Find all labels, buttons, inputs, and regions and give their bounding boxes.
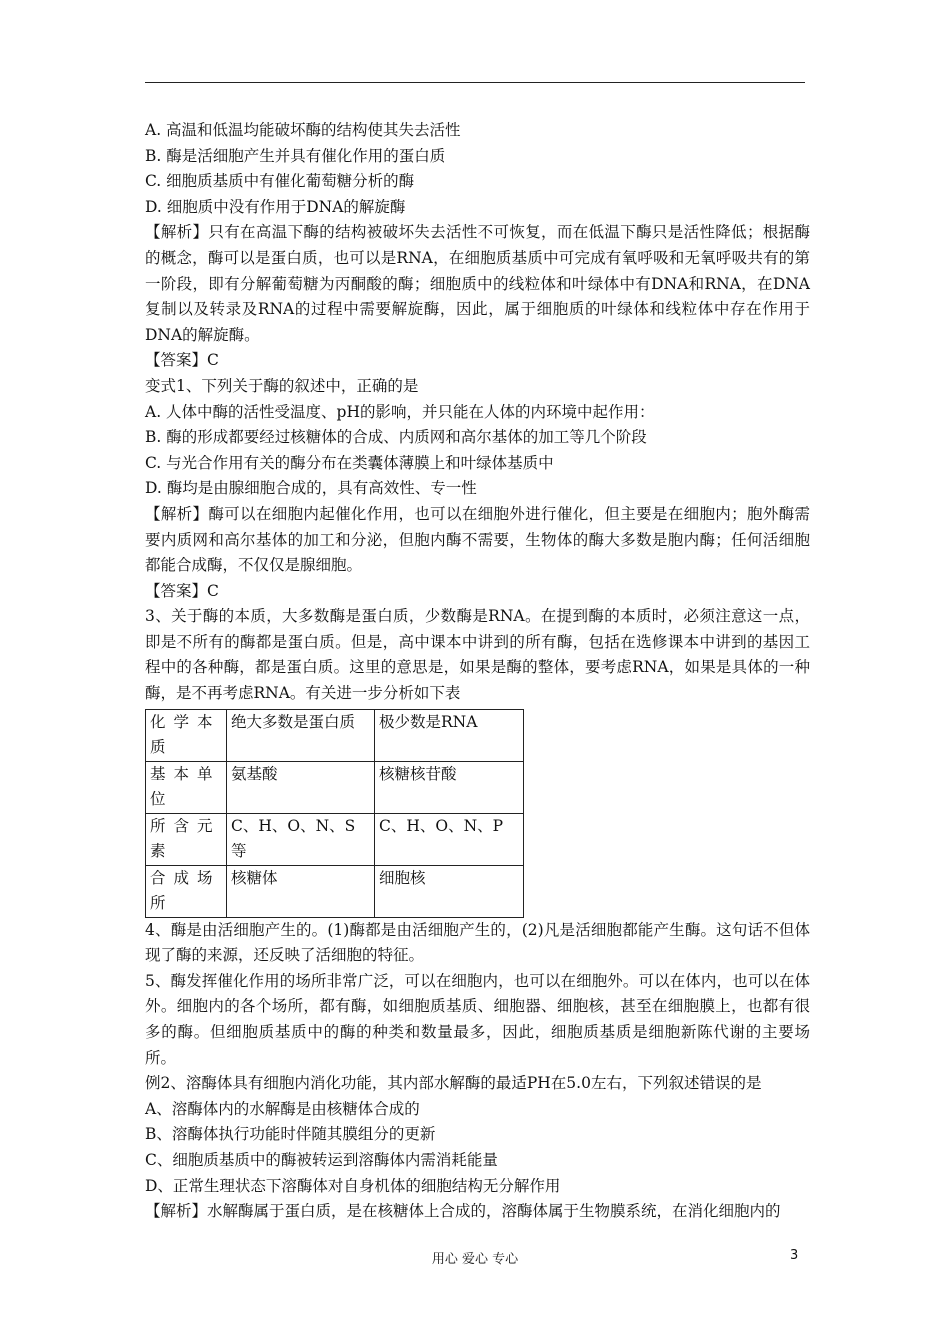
variant-question: 变式1、下列关于酶的叙述中，正确的是 <box>145 376 419 395</box>
option-c: C. 细胞质基质中有催化葡萄糖分析的酶 <box>145 172 415 191</box>
section-3-paragraph: 3、关于酶的本质，大多数酶是蛋白质，少数酶是RNA。在提到酶的本质时，必须注意这一点，即是不所有的酶都是蛋白质。但是，高中课本中讲到的所有酶，包括在选修课本中讲到的基因工程中的各种酶，都是蛋白质。这里的意思是，如果是酶的整体，要考虑RNA，如果是具体的一种酶，是不再考虑RNA。有关进一步分析如下表 <box>145 607 810 703</box>
table-cell: C、H、O、N、S等 <box>227 813 375 865</box>
variant-analysis: 【解析】酶可以在细胞内起催化作用，也可以在细胞外进行催化，但主要是在细胞内；胞外酶需要内质网和高尔基体的加工和分泌，但胞内酶不需要，生物体的酶大多数是胞内酶；任何活细胞都能合成酶，不仅仅是腺细胞。 <box>145 504 810 575</box>
table-row <box>146 813 524 865</box>
table-row <box>146 865 524 917</box>
variant-option-d: D. 酶均是由腺细胞合成的，具有高效性、专一性 <box>145 479 477 498</box>
section-5-paragraph: 5、酶发挥催化作用的场所非常广泛，可以在细胞内，也可以在细胞外。可以在体内，也可以在体外。细胞内的各个场所，都有酶，如细胞质基质、细胞器、细胞核，甚至在细胞膜上，也都有很多的酶。但细胞质基质中的酶的种类和数量最多，因此，细胞质基质是细胞新陈代谢的主要场所。 <box>145 971 810 1067</box>
table-cell: 合成场所 <box>146 865 227 917</box>
option-d: D. 细胞质中没有作用于DNA的解旋酶 <box>145 197 406 216</box>
answer-line: 【答案】C <box>145 351 219 370</box>
example-2-option-b: B、溶酶体执行功能时伴随其膜组分的更新 <box>145 1125 436 1144</box>
enzyme-nature-table <box>145 709 524 918</box>
option-b: B. 酶是活细胞产生并具有催化作用的蛋白质 <box>145 146 446 165</box>
variant-answer: 【答案】C <box>145 581 219 600</box>
table-row <box>146 761 524 813</box>
variant-option-c: C. 与光合作用有关的酶分布在类囊体薄膜上和叶绿体基质中 <box>145 453 554 472</box>
page-content <box>145 118 810 1225</box>
table-cell: 极少数是RNA <box>375 709 524 761</box>
example-2-analysis: 【解析】水解酶属于蛋白质，是在核糖体上合成的，溶酶体属于生物膜系统，在消化细胞内的 <box>145 1202 781 1221</box>
example-2-option-d: D、正常生理状态下溶酶体对自身机体的细胞结构无分解作用 <box>145 1176 561 1195</box>
table-cell: 氨基酸 <box>227 761 375 813</box>
table-cell: 核糖核苷酸 <box>375 761 524 813</box>
table-cell: 细胞核 <box>375 865 524 917</box>
footer-slogan: 用心 爱心 专心 <box>431 1252 519 1267</box>
variant-option-b: B. 酶的形成都要经过核糖体的合成、内质网和高尔基体的加工等几个阶段 <box>145 428 647 447</box>
table-row <box>146 709 524 761</box>
table-cell: 化学本质 <box>146 709 227 761</box>
analysis-paragraph: 【解析】只有在高温下酶的结构被破坏失去活性不可恢复，而在低温下酶只是活性降低；根据酶的概念，酶可以是蛋白质，也可以是RNA，在细胞质基质中可完成有氧呼吸和无氧呼吸共有的第一阶段，即有分解葡萄糖为丙酮酸的酶；细胞质中的线粒体和叶绿体中有DNA和RNA，在DNA复制以及转录及RNA的过程中需要解旋酶，因此，属于细胞质的叶绿体和线粒体中存在作用于DNA的解旋酶。 <box>145 223 810 344</box>
table-cell: 绝大多数是蛋白质 <box>227 709 375 761</box>
header-rule <box>145 82 805 83</box>
table-cell: 所含元素 <box>146 813 227 865</box>
table-cell: 核糖体 <box>227 865 375 917</box>
example-2-question: 例2、溶酶体具有细胞内消化功能，其内部水解酶的最适PH在5.0左右，下列叙述错误的是 <box>145 1074 762 1093</box>
table-cell: 基本单位 <box>146 761 227 813</box>
option-a: A. 高温和低温均能破坏酶的结构使其失去活性 <box>145 121 461 139</box>
page-number: 3 <box>790 1248 799 1263</box>
table-cell: C、H、O、N、P <box>375 813 524 865</box>
variant-option-a: A. 人体中酶的活性受温度、pH的影响，并只能在人体的内环境中起作用： <box>145 402 655 421</box>
example-2-option-a: A、溶酶体内的水解酶是由核糖体合成的 <box>145 1099 420 1118</box>
section-4-paragraph: 4、酶是由活细胞产生的。(1)酶都是由活细胞产生的，(2)凡是活细胞都能产生酶。这句话不但体现了酶的来源，还反映了活细胞的特征。 <box>145 920 810 965</box>
example-2-option-c: C、细胞质基质中的酶被转运到溶酶体内需消耗能量 <box>145 1151 498 1169</box>
